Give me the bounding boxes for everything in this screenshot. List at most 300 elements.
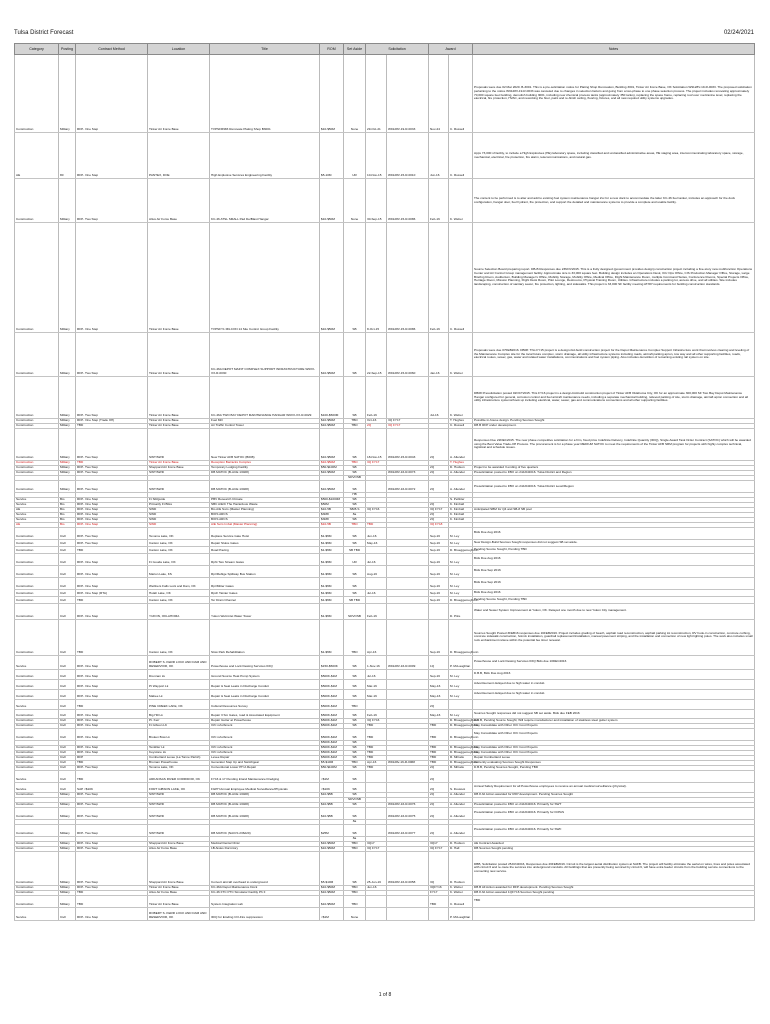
cell-rom: $10-$50M (320, 223, 344, 333)
cell-location: SWT/SWD (148, 471, 210, 476)
cell-title: Powerhouse and Lock Dewing Services IDIQ (210, 655, 320, 669)
cell-set-aside: SB (344, 517, 366, 522)
cell-rom: $10-$50M (320, 461, 344, 466)
cell-award-date: 3QFY16 (429, 885, 449, 890)
cell-set-aside: TBD (344, 885, 366, 890)
table-row (15, 907, 755, 920)
cell-set-aside: TBD (344, 846, 366, 851)
cell-title: Ground Source Heat Pump System (210, 669, 320, 679)
cell-set-aside: SB (344, 824, 366, 836)
cell-category: Construction (15, 424, 59, 429)
cell-location: SWT/SWD (148, 792, 210, 797)
cell-title: Conventional Lower PH A Repair (210, 765, 320, 770)
cell-award-poc: S. Doussot (449, 782, 473, 792)
document-date: 02/24/2021 (723, 30, 754, 36)
cell-set-aside: TBD (344, 619, 366, 655)
cell-posting: Civil (59, 577, 76, 589)
cell-rom: $10-$50M (320, 429, 344, 461)
cell-solicitation-number: W9128V-16-R-0077 (387, 824, 429, 836)
cell-category: Construction (15, 471, 59, 476)
cell-rom: $100-$500M (320, 377, 344, 419)
cell-location: Tenkiller Lk (148, 745, 210, 750)
cell-category: Service (15, 497, 59, 502)
cell-solicitation-date (366, 699, 387, 709)
table-row (15, 770, 755, 782)
cell-solicitation-number: W9128V-15-R-0010 (387, 133, 429, 179)
cell-award-date: 2Q (429, 770, 449, 782)
cell-location: Tinker Air Force Base (148, 55, 210, 133)
cell-location: SWD (148, 517, 210, 522)
cell-set-aside: SB TBD (344, 596, 366, 603)
cell-notes: D.B.B, Pending Source Sought; Will require manufacturer and installation of stainless steel gutter system (473, 718, 755, 723)
cell-location: Marion Lake, KS (148, 565, 210, 577)
cell-location: SWT/SWD (148, 429, 210, 461)
cell-category: AE (15, 522, 59, 527)
cell-solicitation-date: 18-Nov-15 (366, 429, 387, 461)
cell-award-poc: M. Ley (449, 527, 473, 539)
table-row (15, 699, 755, 709)
cell-posting: Military (59, 895, 76, 907)
cell-contract-method: RFP- Two Step (76, 527, 148, 539)
cell-contract-method: RFP- One Step (RTA) (76, 589, 148, 596)
cell-solicitation-number (387, 596, 429, 603)
cell-posting: Bio (59, 517, 76, 522)
col-header-category: Category (15, 44, 59, 55)
cell-rom: $3M8 (320, 517, 344, 522)
cell-location: PANTEX, DOE (148, 133, 210, 179)
cell-contract-method: RFP- One Step (76, 577, 148, 589)
cell-rom: $50M (320, 502, 344, 507)
cell-award-date: Feb-16 (429, 223, 449, 333)
cell-award-poc: D. Brueggemeyhunn (450, 745, 479, 749)
cell-rom: $1-$5M (320, 596, 344, 603)
cell-location: Broman Powerhouse (148, 760, 210, 765)
cell-category: Construction (15, 377, 59, 419)
cell-title: BIOS ARCS (210, 512, 320, 517)
cell-award-date: Sep-16 (429, 596, 449, 603)
cell-posting: Civil (59, 669, 76, 679)
cell-rom: $10-5B (320, 507, 344, 512)
cell-posting: Military (59, 890, 76, 895)
cell-set-aside: 8a (344, 512, 366, 517)
cell-title: Generator Step Up and Switchgear (210, 760, 320, 765)
cell-location: Ft Gibson LK (148, 723, 210, 728)
forecast-table (14, 43, 755, 921)
cell-contract-method: RFP- Two Step (76, 792, 148, 797)
cell-set-aside: SB (344, 718, 366, 723)
cell-contract-method: RFP- One Step (76, 669, 148, 679)
cell-contract-method: RFP- One Step (76, 841, 148, 846)
cell-award-poc: P. McLaughlan (449, 907, 473, 920)
cell-award-poc: D. Brueggemeyhunn (450, 548, 479, 552)
cell-award-poc: M. Ley (449, 709, 473, 718)
cell-title: DB MATOC (B-ACE 13028) (210, 471, 320, 476)
cell-rom: $1-$5M (320, 546, 344, 553)
cell-title: DB MATOC (NAICS 236220) (210, 824, 320, 836)
cell-award-poc: K. Kimball (449, 512, 473, 517)
cell-category: Service (15, 770, 59, 782)
cell-category: Construction (15, 603, 59, 619)
cell-posting: Civil (59, 596, 76, 603)
cell-title: Replace Service Gate Hoist (210, 527, 320, 539)
cell-set-aside: TBD (344, 419, 366, 424)
cell-posting: Military (59, 461, 76, 466)
cell-title: TVPSFY1 MILCON 14 Site Control Group Facility (210, 223, 320, 333)
cell-posting: Civil (59, 723, 76, 728)
table-row (15, 481, 755, 493)
col-header-award: Award (429, 44, 473, 55)
cell-award-poc: T. Hughes (449, 419, 473, 424)
cell-location: Drennan Lk (148, 669, 210, 679)
cell-award-poc: C. Russell (449, 133, 473, 179)
cell-contract-method: RFP- One Step (76, 512, 148, 517)
cell-award-poc: A. Allender (449, 802, 473, 807)
cell-solicitation-date: 10-Nov-15 (366, 133, 387, 179)
table-row (15, 546, 755, 553)
cell-title: FY16 & 17 Pending Inland Maintenance Dredging (210, 770, 320, 782)
cell-award-date: 2Q (429, 765, 449, 770)
cell-set-aside: 8a (344, 819, 366, 824)
cell-location: Tinker Air Force Base (148, 895, 210, 907)
table-row (15, 619, 755, 655)
cell-solicitation-date: Feb-16 (366, 603, 387, 619)
cell-posting: Civil (59, 699, 76, 709)
cell-category: Construction (15, 223, 59, 333)
cell-award-date: 2Q (429, 824, 449, 836)
cell-notes: Bids Due Aug 2016 (473, 527, 755, 539)
cell-rom: $500K-$1M (320, 750, 344, 755)
cell-category: Service (15, 517, 59, 522)
cell-posting: Civil (59, 655, 76, 669)
cell-category: Construction (15, 846, 59, 851)
cell-title: Temporary Lodging Facility (210, 466, 320, 471)
cell-award-poc (449, 770, 473, 782)
cell-notes (473, 907, 755, 920)
cell-category: Service (15, 512, 59, 517)
cell-solicitation-date: 25-Jun-16 (366, 851, 387, 885)
cell-category: Construction (15, 669, 59, 679)
cell-solicitation-date: Oct-16 (366, 419, 387, 424)
col-header-rom: ROM (320, 44, 344, 55)
cell-title: Reception Barracks Complex (210, 461, 320, 466)
cell-location: Webbers Falls Lock and Dam, OK (148, 577, 210, 589)
cell-posting: Civil (59, 546, 76, 553)
cell-award-date: FY17 (429, 890, 449, 895)
cell-posting: Civil (59, 709, 76, 718)
cell-notes: Bids Due Sep 2016 (473, 565, 755, 577)
document-title: Tulsa District Forecast (14, 30, 74, 36)
cell-title: DB MATOC (B-ACE 13028) (210, 802, 320, 807)
cell-award-date: Jul-16 (429, 377, 449, 419)
cell-rom: $10-$50M (320, 419, 344, 424)
cell-rom: $500K-$1M (320, 745, 344, 750)
cell-award-date: Sep-16 (429, 539, 449, 546)
cell-location: Texoma Lake, OK (148, 765, 210, 770)
cell-posting: Civil (59, 619, 76, 655)
cell-award-poc: D. Hudson (449, 841, 473, 846)
cell-award-date: Nov-24 (429, 55, 449, 133)
cell-rom: <$1M (320, 907, 344, 920)
cell-solicitation-date: Jul-16 (366, 589, 387, 596)
cell-award-poc: D. Hall (449, 846, 473, 851)
cell-contract-method: RFP- One Step (Trade Off) (76, 419, 148, 424)
cell-solicitation-number: W9128V-15-R-0043 (387, 429, 429, 461)
cell-contract-method: RFP- One Step (76, 750, 148, 755)
cell-title: FGPH Annual Employee Medical Surveillance/Physicals (210, 782, 320, 792)
cell-location: Mabee Lk (148, 689, 210, 699)
cell-award-date: 2Q (429, 429, 449, 461)
cell-contract-method: RFP- Two Step (76, 807, 148, 819)
cell-award-date: 3Q17 (429, 841, 449, 846)
cell-posting: Military (59, 419, 76, 424)
cell-award-date: TBD (429, 760, 449, 765)
cell-set-aside: SB (344, 377, 366, 419)
cell-award-poc: D. Brueggemeyhunn (450, 723, 479, 727)
cell-award-date: TBD (429, 728, 449, 740)
cell-posting: Military (59, 429, 76, 461)
cell-title: KC-46A Depot Maintenance Dock (210, 885, 320, 890)
cell-notes: Presolicitation posted to FBO on 24JAN2016. Primarily for Ft/PAS (473, 807, 755, 819)
cell-title: Air Traffic Control Tower (210, 424, 320, 429)
cell-title: High Explosive Services Engineering Facility (210, 133, 320, 179)
cell-contract-method: TBD (76, 461, 148, 466)
table-row (15, 377, 755, 419)
table-row (15, 577, 755, 589)
cell-posting: Civil (59, 745, 76, 750)
cell-title: Rpr/Reblge Spillway Bus Station (210, 565, 320, 577)
cell-category: Construction (15, 750, 59, 755)
cell-rom: $1-$5M (320, 603, 344, 619)
cell-posting: Military (59, 846, 76, 851)
cell-solicitation-date: 29-Oct-21 (366, 55, 387, 133)
cell-contract-method: RFP- One Step (76, 502, 148, 507)
cell-solicitation-date: Mar-16 (366, 679, 387, 689)
cell-set-aside: SB (344, 539, 366, 546)
cell-category: Construction (15, 890, 59, 895)
cell-title: Cultural Resources Survey (210, 699, 320, 709)
cell-rom: $10-$50M (320, 424, 344, 429)
cell-contract-method: RFP- Two Step (76, 179, 148, 223)
cell-contract-method: RFP- One Step (76, 907, 148, 920)
cell-solicitation-number (387, 539, 429, 546)
cell-posting: Civil (59, 565, 76, 577)
cell-solicitation-date: TBD (366, 750, 387, 755)
cell-category: Construction (15, 527, 59, 539)
cell-solicitation-number: W9128V-16-R-0009 (387, 655, 429, 669)
cell-award-date: May-16 (429, 709, 449, 718)
cell-notes: DB 8 All Action awarded 1QFY16 Sources Sought pending (473, 890, 755, 895)
cell-category: Service (15, 782, 59, 792)
cell-rom: $1-$5M (320, 527, 344, 539)
cell-award-date: Sep-16 (429, 565, 449, 577)
cell-title: A/E Svcs Imbal (Master Planning) (210, 522, 320, 527)
cell-set-aside: None (344, 179, 366, 223)
cell-set-aside: SB (344, 471, 366, 476)
cell-contract-method: RFP (76, 755, 148, 760)
cell-title: Medical Dental Clinic (210, 841, 320, 846)
cell-category: Construction (15, 895, 59, 907)
cell-set-aside: None (344, 907, 366, 920)
cell-location: Broken Bow Lk (148, 728, 210, 740)
cell-notes: Responses Due 22DEC2015. The new phase competitive solicitation for a firm, fixed price Indefinite Delivery, Indefinite Quantity (IDIQ), Single Award Task Order Contract (SATOC) which will be awarded using the Best Value Trade-Off Process. The procurement is for a phase year MEDIUM SATOC to meet the requirements of the Tinker AFB SRM program for projects with highly complex technical, logistical and schedule issues. (473, 429, 755, 461)
cell-notes: Presolicitation posted to FBO on 24JAN2016. Primarily for SWF (473, 824, 755, 836)
cell-set-aside: SDVOSB (344, 603, 366, 619)
cell-posting: Civil (59, 770, 76, 782)
cell-title: SBC A/E/C The Hazardous Waste (210, 502, 320, 507)
cell-set-aside: TBD (344, 461, 366, 466)
cell-contract-method: RFP- Two Step (76, 377, 148, 419)
cell-set-aside: TBD (344, 522, 366, 527)
cell-location: Texoma Lake, OK (148, 527, 210, 539)
cell-award-poc: A. Allender (449, 481, 473, 493)
cell-solicitation-number: W9128V-16-R-0075 (387, 807, 429, 819)
cell-contract-method: RFP- One Step (76, 507, 148, 512)
cell-location: Canton Lake, OK (148, 596, 210, 603)
cell-award-date: TBD (429, 750, 449, 755)
cell-set-aside: SB (344, 223, 366, 333)
cell-rom: $10-$5B (320, 792, 344, 797)
cell-title: DB MATOC (B-ACE 13028) (210, 792, 320, 797)
cell-rom: $500K-$1M (320, 699, 344, 709)
cell-location: SWD (148, 507, 210, 512)
cell-title: KC-46A TWO BAY DEPOT MAINTENANCE HANGAR W9XX-XX-R-0029 (210, 377, 320, 419)
cell-solicitation-date (366, 577, 387, 589)
table-row (15, 851, 755, 885)
cell-award-poc: M. Ley (449, 577, 473, 589)
cell-solicitation-date (366, 807, 387, 819)
cell-award-poc: C. Russell (449, 223, 473, 333)
cell-contract-method: RFP- Two Step (76, 802, 148, 807)
cell-category: Construction (15, 179, 59, 223)
cell-award-date: 2Q (429, 517, 449, 522)
cell-category: Construction (15, 689, 59, 699)
cell-set-aside: SB (344, 740, 366, 745)
cell-award-date (429, 907, 449, 920)
cell-rom: $10-$50M (320, 846, 344, 851)
col-header-notes: Notes (473, 44, 755, 55)
cell-posting: Bio (59, 512, 76, 517)
cell-solicitation-date: Mar-16 (366, 689, 387, 699)
cell-contract-method: RFP- Two Step (76, 765, 148, 770)
cell-rom: $10-$50M (320, 55, 344, 133)
cell-award-poc: D. Hudson (449, 466, 473, 471)
cell-notes: Currently evaluating Sources Sought Responses (473, 760, 755, 765)
cell-solicitation-date: 22-Sep-15 (366, 333, 387, 377)
cell-contract-method: RFP- One Step (76, 679, 148, 689)
cell-rom: $500K-$1M (320, 669, 344, 679)
cell-posting: Civil (59, 539, 76, 546)
cell-award-poc: C. Russell (449, 55, 473, 133)
cell-posting: Civil (59, 782, 76, 792)
cell-solicitation-number (387, 895, 429, 907)
cell-solicitation-date: 2Q (366, 424, 387, 429)
cell-location: Tinker Air Force Base (148, 424, 210, 429)
cell-category: Construction (15, 851, 59, 885)
cell-award-date: TBD (429, 895, 449, 907)
cell-set-aside: SB (344, 770, 366, 782)
cell-title: DB MATOC (B-ACE 13028) (210, 481, 320, 493)
cell-notes: May Consolidate with Other O/C Cost Projects (473, 745, 755, 750)
cell-rom: $5-$10M (320, 851, 344, 885)
cell-solicitation-date: Jun-16 (366, 885, 387, 890)
cell-notes: D.B.B, Bids Due Aug 2016 (473, 669, 755, 679)
cell-notes: Bids Due Aug 2016 (473, 589, 755, 596)
cell-set-aside: SB (344, 723, 366, 728)
cell-title: DB MATOC (B-ACE 13028) (210, 807, 320, 819)
table-row (15, 807, 755, 819)
cell-notes: May Consolidate with Other O/C Cost Projects (473, 728, 755, 740)
cell-set-aside: SB (344, 750, 366, 755)
cell-award-poc: K. Weber (449, 333, 473, 377)
cell-solicitation-date (366, 907, 387, 920)
cell-title: KC-46 ATSL SMALL Pad De/Blast Hangar (210, 179, 320, 223)
cell-solicitation-date: 30-Sep-15 (366, 179, 387, 223)
cell-notes: Source Selection Board preparing report. DB-B Responses due 23NOV2015. This is a Fully designed (government provides design) construction project including a five-story new multifunction Operations Center and Air Control Group management facility. Approximate size is 33,000 square feet. Building design includes an Operations Desk, ICU Ops Office, CIS Production Manager Office, Storage, Large Briefing Room, Auditorium, Building Manager's Office, Mobility Storage, Mobility Office, Medical Office, Flight Maintenance Room, multiple Command Suites, Conference Rooms, Special Projects Office, Heritage Room, Mission Planning, Flight Desk Room, Pilot Lounge, Restrooms, Physical Training Room, Utilities. Infrastructure includes a parking lot, access drive, and all utilities. Site includes landscaping, construction of sanitary sewer, fire protection, lighting, and sidewalks. This project is 33,000 SF facility meeting AT/FP requirements for building construction standards. (473, 223, 755, 333)
cell-award-date: 2Q (429, 782, 449, 792)
cell-award-date: Jun-16 (429, 133, 449, 179)
cell-notes: TBD (473, 895, 755, 907)
table-row (15, 824, 755, 836)
cell-solicitation-number: 3Q FY17 (387, 424, 429, 429)
cell-set-aside: SB (344, 709, 366, 718)
table-row (15, 539, 755, 546)
cell-posting: Civil (59, 907, 76, 920)
cell-location: Ft Gouda Lake, OK (148, 553, 210, 565)
cell-notes: Proposals were due 07FEB2016. DB08: This FY15 project is a design-bid-build construction project for the Depot Maintenance Complex Support Infrastructure work that involves clearing and leveling of the Maintenance Complex site for the local future complex, storm drainage, all utility infrastructure systems including roads, aircraft parking apron, tow way and all other supporting facilities, roads, electrical routes, sewer, gas, water and related water installations, communications and fuel system piping. Also includes demolition of remaining existing rail system on site. (473, 333, 755, 377)
cell-contract-method: RFP- Two Step (76, 466, 148, 471)
cell-solicitation-number (387, 377, 429, 419)
cell-category: Construction (15, 565, 59, 577)
cell-award-poc: R. Milrude (449, 765, 473, 770)
table-row (15, 669, 755, 679)
cell-contract-method: RFP- One Step (76, 718, 148, 723)
cell-award-poc: M. Ley (449, 669, 473, 679)
cell-award-date: 2Q (429, 699, 449, 709)
cell-solicitation-date: TBD (366, 755, 387, 760)
cell-title: Slow Park Rehabilitation (210, 619, 320, 655)
table-row (15, 527, 755, 539)
cell-solicitation-date: Feb-16 (366, 709, 387, 718)
cell-location: ROBERT S. KERR LOCK AND DAM AND RESERVOIR, OK (148, 655, 210, 669)
cell-award-date: Feb-16 (429, 179, 449, 223)
cell-set-aside: TBD (344, 760, 366, 765)
cell-rom: $10-$50M (320, 885, 344, 890)
cell-category: Construction (15, 792, 59, 797)
cell-contract-method: RFP- One Step (76, 689, 148, 699)
cell-notes: Advertisement delayed due to high water in conduit. (473, 689, 755, 699)
cell-contract-method: RFP- Two Step (76, 885, 148, 890)
cell-posting: Civil (59, 527, 76, 539)
cell-rom: $10-$50M (320, 471, 344, 476)
cell-rom: $10-$50M (320, 481, 344, 493)
cell-posting: Civil (59, 553, 76, 565)
cell-location: SWT/SWD (148, 802, 210, 807)
cell-award-date: 2Q (429, 792, 449, 797)
cell-set-aside: SB (344, 851, 366, 885)
cell-set-aside: SB (344, 689, 366, 699)
table-row (15, 55, 755, 133)
cell-posting: Military (59, 466, 76, 471)
cell-posting: Military (59, 377, 76, 419)
cell-set-aside: SB (344, 577, 366, 589)
cell-contract-method: RFP- One Step (76, 223, 148, 333)
cell-location: Tinker Air Force Base (148, 223, 210, 333)
cell-rom: $1-$5M (320, 577, 344, 589)
cell-solicitation-number: W9128v-16-R-0068 (387, 760, 429, 765)
cell-award-poc: A. Allender (449, 429, 473, 461)
cell-notes: Proposals were due 02 Mar 2020. B-3001. This is a pre-solicitation notice for Plating Shop Renovation, Building 3001, Tinker Air Force Base, OK Solicitation W9128V-19-R-0033. The proposed solicitation pertaining to the notice W9128V-19-R-0033 was canceled due to changes in selection factors and going from a two-phase to one phase selection process. The project includes renovating approximately 70,000 square feet building, demolish building 3001, including new chemical process tanks (approximately 350 tanks), replacing the space frame, replacing roof over mezzanine level, replacing the electrical, fire protection, HVAC, and reworking the floor, paint and re-finish ceiling, flooring, fixtures, and all new required utility systems upgrades. (473, 55, 755, 133)
cell-solicitation-date (366, 596, 387, 603)
